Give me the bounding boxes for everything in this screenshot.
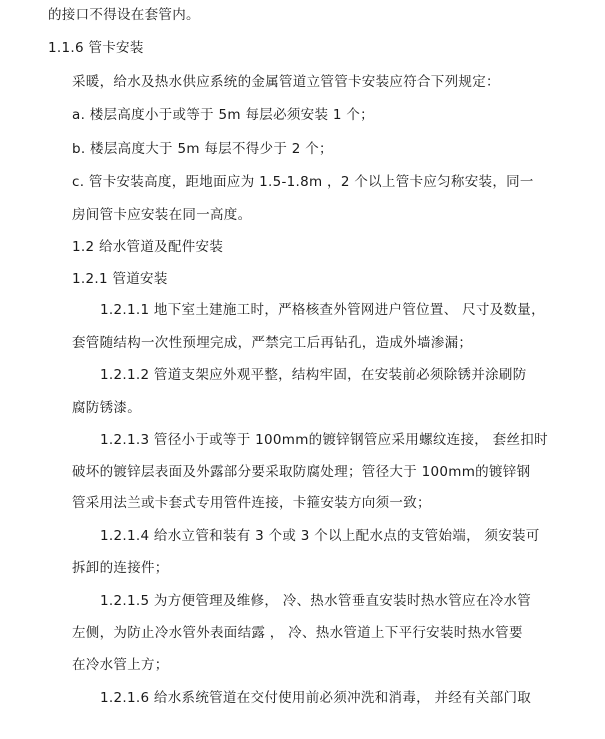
text-line: 房间管卡应安装在同一高度。: [72, 207, 252, 223]
text-line: 的接口不得设在套管内。: [48, 7, 200, 23]
section-heading-1-2-1: 1.2.1 管道安装: [72, 271, 168, 287]
text-line: 腐防锈漆。: [72, 400, 141, 416]
clause-1-2-1-4: 1.2.1.4 给水立管和装有 3 个或 3 个以上配水点的支管始端， 须安装可: [100, 528, 540, 544]
text-line: 在冷水管上方；: [72, 657, 169, 673]
clause-1-2-1-3: 1.2.1.3 管径小于或等于 100mm的镀锌钢管应采用螺纹连接， 套丝扣时: [100, 432, 548, 448]
section-heading-1-2: 1.2 给水管道及配件安装: [72, 239, 224, 255]
clause-1-2-1-1: 1.2.1.1 地下室土建施工时，严格核查外管网进户管位置、 尺寸及数量，: [100, 302, 545, 318]
list-item-a: a. 楼层高度小于或等于 5m 每层必须安装 1 个；: [72, 107, 374, 123]
text-line: 管采用法兰或卡套式专用管件连接，卡箍安装方向须一致；: [72, 495, 431, 511]
clause-1-2-1-6: 1.2.1.6 给水系统管道在交付使用前必须冲洗和消毒， 并经有关部门取: [100, 690, 532, 706]
list-item-c: c. 管卡安装高度，距地面应为 1.5-1.8m ，2 个以上管卡应匀称安装，同一: [72, 174, 534, 190]
clause-1-2-1-2: 1.2.1.2 管道支架应外观平整，结构牢固，在安装前必须除锈并涂刷防: [100, 367, 527, 383]
text-line: 左侧，为防止冷水管外表面结露 ， 冷、热水管道上下平行安装时热水管要: [72, 625, 523, 641]
clause-1-2-1-5: 1.2.1.5 为方便管理及维修， 冷、热水管垂直安装时热水管应在冷水管: [100, 593, 532, 609]
text-line: 套管随结构一次性预埋完成，严禁完工后再钻孔，造成外墙渗漏；: [72, 335, 473, 351]
list-item-b: b. 楼层高度大于 5m 每层不得少于 2 个；: [72, 141, 333, 157]
text-line: 拆卸的连接件；: [72, 560, 169, 576]
text-line: 破坏的镀锌层表面及外露部分要采取防腐处理；管径大于 100mm的镀锌钢: [72, 464, 531, 480]
text-line: 采暖，给水及热水供应系统的金属管道立管管卡安装应符合下列规定：: [72, 74, 500, 90]
section-heading-1-1-6: 1.1.6 管卡安装: [48, 40, 144, 56]
